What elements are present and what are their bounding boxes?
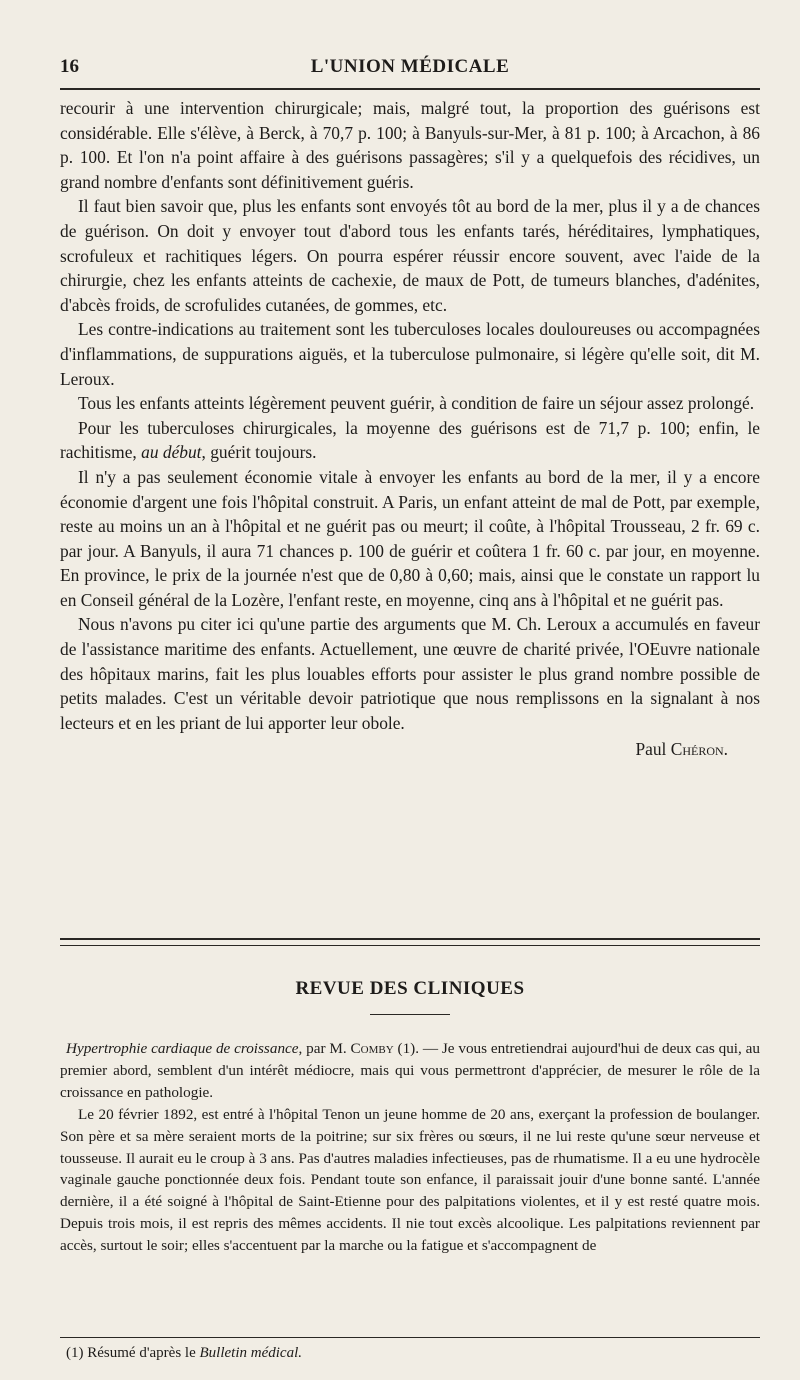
paragraph: Nous n'avons pu citer ici qu'une partie des arguments que M. Ch. Leroux a accumulés en faveur de l'assistance maritime des enfants. Actuellement, une œuvre de charité privée, l'OEuvre nationale des hôpitaux marins, fait les plus louables efforts pour assister le plus grand nombre possible de petits malades. C'est un véritable devoir patriotique que nous remplissons en la signalant à nos lecteurs et en les priant de lui apporter leur obole.: [60, 614, 760, 733]
clinic-text: [60, 1038, 760, 1257]
text-run: , guérit toujours.: [201, 442, 317, 463]
article-body: [60, 96, 760, 762]
paragraph: Il faut bien savoir que, plus les enfants sont envoyés tôt au bord de la mer, plus il y a de chances de guérison. On doit y envoyer tout d'abord tous les enfants tarés, héréditaires, lymphatiques, scrofuleux et rachitiques légers. On pourra espérer réussir encore souvent, avec l'aide de la chirurgie, chez les enfants atteints de cachexie, de maux de Pott, de tumeurs blanches, d'adénites, d'abcès froids, de scrofulides cutanées, de gommes, etc.: [60, 196, 760, 315]
signature-first: Paul: [635, 739, 667, 760]
footnote-text: Résumé d'après le: [87, 1345, 200, 1361]
title-underline: [370, 1014, 450, 1015]
section-divider: [60, 938, 760, 946]
paragraph: Les contre-indications au traitement sont les tuberculoses locales douloureuses ou accompagnées d'inflammations, de suppurations aiguës, et la tuberculose pulmonaire, si légère qu'elle soit, dit M. Leroux.: [60, 319, 760, 389]
text-run: Pour les tuberculoses chirurgicales, la moyenne des guérisons est de 71,7 p. 100; enfin, le rachitisme,: [60, 417, 760, 463]
header-rule: [60, 88, 760, 90]
footnote-source: Bulletin médical.: [199, 1345, 302, 1361]
paragraph: Il n'y a pas seulement économie vitale à envoyer les enfants au bord de la mer, il y a encore économie d'argent une fois l'hôpital construit. A Paris, un enfant atteint de mal de Pott, par exemple, reste au moins un an à l'hôpital et ne guérit pas ou meurt; il coûte, à l'hôpital Trousseau, 2 fr. 69 c. par jour. A Banyuls, il aura 71 chances p. 100 de guérir et coûtera 1 fr. 60 c. par jour, en moyenne. En province, le prix de la journée n'est que de 0,80 à 0,60; mais, ainsi que le constate un rapport lu en Conseil général de la Lozère, l'enfant reste, en moyenne, cinq ans à l'hôpital et ne guérit pas.: [60, 466, 760, 610]
text-run: , par M.: [298, 1040, 351, 1057]
running-title: L'UNION MÉDICALE: [310, 56, 510, 77]
signature-last: Chéron.: [670, 739, 728, 760]
signature: [60, 737, 760, 762]
italic-text: au début: [141, 442, 202, 463]
clinic-author: Comby: [350, 1040, 394, 1057]
footnote-rule: [60, 1337, 760, 1338]
clinic-case-paragraph: Le 20 février 1892, est entré à l'hôpital Tenon un jeune homme de 20 ans, exerçant la profession de boulanger. Son père et sa mère seraient morts de la poitrine; sur six frères ou sœurs, il ne lui reste qu'une sœur nerveuse et tousseuse. Il aurait eu le croup à 3 ans. Pas d'autres maladies infectieuses, pas de rhumatisme. Il a eu une hydrocèle vaginale gauche ponctionnée deux fois. Pendant toute son enfance, il paraissait jouir d'une bonne santé. L'année dernière, il a été soigné à l'hôpital de Saint-Etienne pour des palpitations violentes, et il y est resté quatre mois. Depuis trois mois, il est repris des mêmes accidents. Il nie tout excès alcoolique. Les palpitations reviennent par accès, surtout le soir; elles s'accentuent par la marche ou la fatigue et s'accompagnent de: [60, 1105, 760, 1255]
page-header: [60, 56, 760, 86]
paragraph: [60, 416, 760, 465]
footnote: [66, 1345, 302, 1362]
page-number: 16: [60, 56, 79, 77]
section-title: REVUE DES CLINIQUES: [295, 978, 525, 999]
paragraph: Tous les enfants atteints légèrement peuvent guérir, à condition de faire un séjour assez prolongé.: [78, 393, 755, 414]
footnote-marker: (1): [66, 1345, 88, 1361]
clinic-title: Hypertrophie cardiaque de croissance: [66, 1040, 299, 1057]
text-run: (1). — Je vous entretiendrai aujourd'hui de deux cas qui, au premier abord, semblent d'un intérêt médiocre, mais qui vous permettront d'apprécier, de mesurer le rôle de la croissance en pathologie.: [60, 1040, 760, 1101]
clinic-lead-paragraph: [60, 1038, 760, 1104]
paragraph: recourir à une intervention chirurgicale; mais, malgré tout, la proportion des guérisons est considérable. Elle s'élève, à Berck, à 70,7 p. 100; à Banyuls-sur-Mer, à 81 p. 100; à Arcachon, à 86 p. 100. Et l'on n'a point affaire à des guérisons passagères; s'il y a quelquefois des récidives, un grand nombre d'enfants sont définitivement guéris.: [60, 98, 760, 192]
